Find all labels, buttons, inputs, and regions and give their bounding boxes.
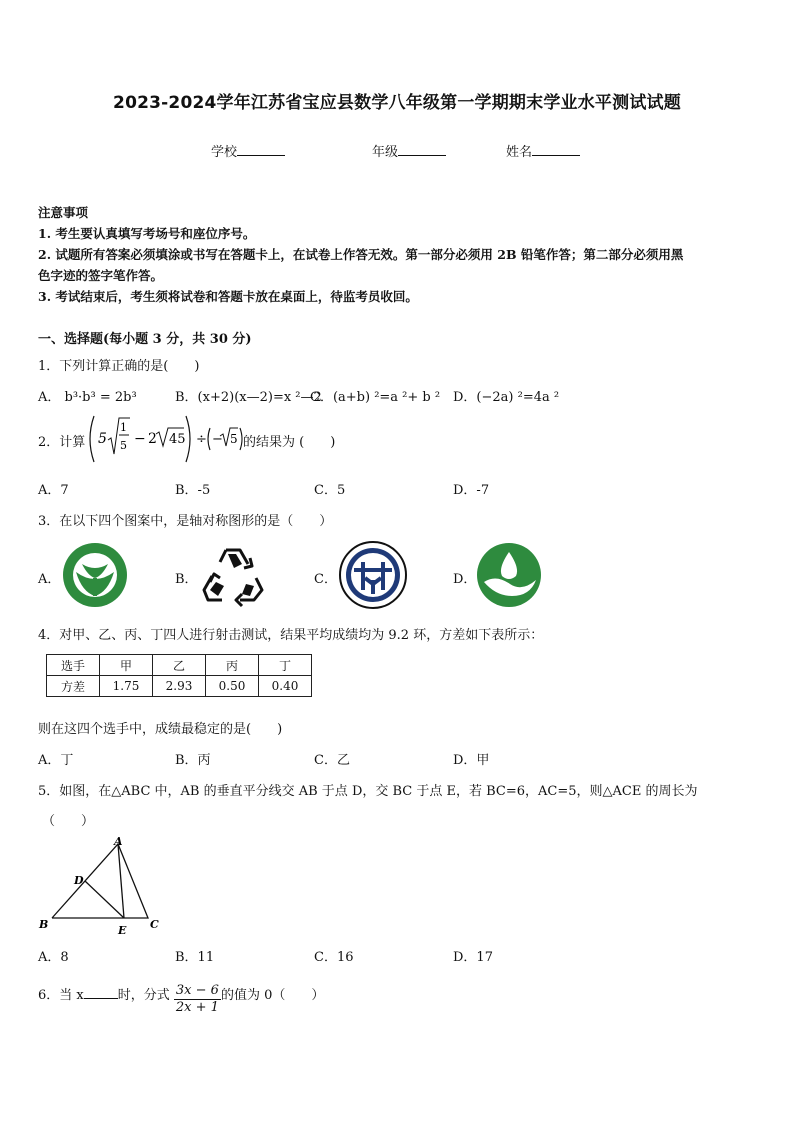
q3-option-c[interactable]: C． — [314, 572, 337, 587]
svg-text:5: 5 — [120, 439, 127, 452]
q4-option-b[interactable]: B．丙 — [175, 753, 211, 768]
question-5-paren: （ ） — [42, 814, 95, 829]
notes-heading: 注意事项 — [38, 205, 89, 220]
note-item: 3. 考试结束后，考生须将试卷和答题卡放在桌面上，待监考员收回。 — [38, 289, 418, 304]
table-header-cell: 丁 — [259, 655, 312, 676]
svg-text:5: 5 — [230, 432, 238, 446]
q6-suffix: 的值为 0（ ） — [220, 988, 325, 1003]
triangle-figure — [36, 836, 166, 936]
note-item: 2. 试题所有答案必须填涂或书写在答题卡上，在试卷上作答无效。第一部分必须用 2B 铅笔作答；第二部分必须用黑 — [38, 247, 684, 262]
q5-option-d[interactable]: D．17 — [453, 950, 493, 965]
grade-blank[interactable] — [398, 143, 446, 156]
q5-option-a[interactable]: A．8 — [38, 950, 69, 965]
q3-option-b[interactable]: B． — [175, 572, 198, 587]
q2-option-d[interactable]: D．-7 — [453, 483, 490, 498]
q6-prefix: 6．当 x — [38, 988, 84, 1003]
section-heading: 一、选择题(每小题 3 分，共 30 分) — [38, 332, 252, 347]
svg-text:2: 2 — [148, 431, 157, 447]
q5-option-c[interactable]: C．16 — [314, 950, 354, 965]
table-row — [47, 655, 312, 676]
table-cell: 0.40 — [259, 676, 312, 697]
svg-text:−: − — [212, 432, 223, 447]
label-e: E — [118, 924, 127, 936]
question-2-suffix: 的结果为 ( ) — [243, 435, 336, 450]
school-label: 学校 — [211, 145, 238, 160]
q1-option-a[interactable]: A． b³·b³ = 2b³ — [38, 390, 137, 405]
label-b: B — [39, 918, 49, 931]
svg-text:−: − — [134, 431, 146, 447]
question-2-prefix: 2．计算 — [38, 435, 86, 450]
q3-option-a[interactable]: A． — [38, 572, 61, 587]
table-cell: 1.75 — [100, 676, 153, 697]
note-item: 色字迹的签字笔作答。 — [38, 268, 164, 283]
grade-label: 年级 — [372, 145, 399, 160]
q1-option-d[interactable]: D．(−2a) ²=4a ² — [453, 390, 560, 405]
q2-option-a[interactable]: A．7 — [38, 483, 69, 498]
q2-option-c[interactable]: C．5 — [314, 483, 346, 498]
variance-table — [46, 654, 312, 697]
q4-option-c[interactable]: C．乙 — [314, 753, 350, 768]
school-blank[interactable] — [237, 143, 285, 156]
table-row — [47, 676, 312, 697]
q6-middle: 时，分式 — [117, 988, 170, 1003]
name-blank[interactable] — [532, 143, 580, 156]
school-field[interactable] — [211, 141, 285, 160]
q3-option-d[interactable]: D． — [453, 572, 477, 587]
page-title: 2023-2024学年江苏省宝应县数学八年级第一学期期末学业水平测试试题 — [113, 93, 681, 113]
q4-option-a[interactable]: A．丁 — [38, 753, 74, 768]
svg-text:÷: ÷ — [196, 432, 207, 447]
q6-numerator: 3x − 6 — [175, 983, 219, 998]
svg-text:5: 5 — [98, 431, 107, 447]
label-a: A — [114, 836, 123, 848]
question-3-stem: 3．在以下四个图案中，是轴对称图形的是（ ） — [38, 514, 333, 529]
table-header-cell: 选手 — [47, 655, 100, 676]
question-6 — [38, 983, 324, 1016]
question-4-followup: 则在这四个选手中，成绩最稳定的是( ) — [38, 722, 283, 737]
table-header-cell: 丙 — [206, 655, 259, 676]
q1-option-c[interactable]: C．(a+b) ²=a ²+ b ² — [310, 390, 441, 405]
railway-logo-icon[interactable] — [338, 540, 408, 610]
green-food-logo-icon[interactable] — [62, 542, 128, 608]
question-4-stem: 4．对甲、乙、丙、丁四人进行射击测试，结果平均成绩均为 9.2 环，方差如下表所示： — [38, 628, 544, 643]
table-cell: 2.93 — [153, 676, 206, 697]
svg-text:45: 45 — [169, 432, 186, 447]
q5-option-b[interactable]: B．11 — [175, 950, 215, 965]
table-cell: 方差 — [47, 676, 100, 697]
name-label: 姓名 — [506, 145, 533, 160]
q2-expression — [86, 414, 244, 464]
q6-denominator: 2x + 1 — [175, 1000, 219, 1015]
note-item: 1. 考生要认真填写考场号和座位序号。 — [38, 226, 256, 241]
svg-text:1: 1 — [120, 421, 127, 434]
grade-field[interactable] — [372, 141, 446, 160]
question-1-stem: 1．下列计算正确的是( ) — [38, 359, 200, 374]
table-header-cell: 乙 — [153, 655, 206, 676]
water-drop-logo-icon[interactable] — [476, 542, 542, 608]
q4-option-d[interactable]: D．甲 — [453, 753, 490, 768]
label-d: D — [74, 874, 84, 887]
table-header-cell: 甲 — [100, 655, 153, 676]
label-c: C — [150, 918, 159, 931]
q2-option-b[interactable]: B．-5 — [175, 483, 211, 498]
name-field[interactable] — [506, 141, 580, 160]
recycle-icon[interactable] — [200, 542, 266, 608]
q6-fraction — [174, 983, 221, 1016]
question-5-stem: 5．如图，在△ABC 中，AB 的垂直平分线交 AB 于点 D，交 BC 于点 E，若 BC=6，AC=5，则△ACE 的周长为 — [38, 784, 698, 799]
table-cell: 0.50 — [206, 676, 259, 697]
q6-answer-blank[interactable] — [84, 987, 118, 999]
q1-option-b[interactable]: B．(x+2)(x—2)=x ²—2 — [175, 390, 322, 405]
